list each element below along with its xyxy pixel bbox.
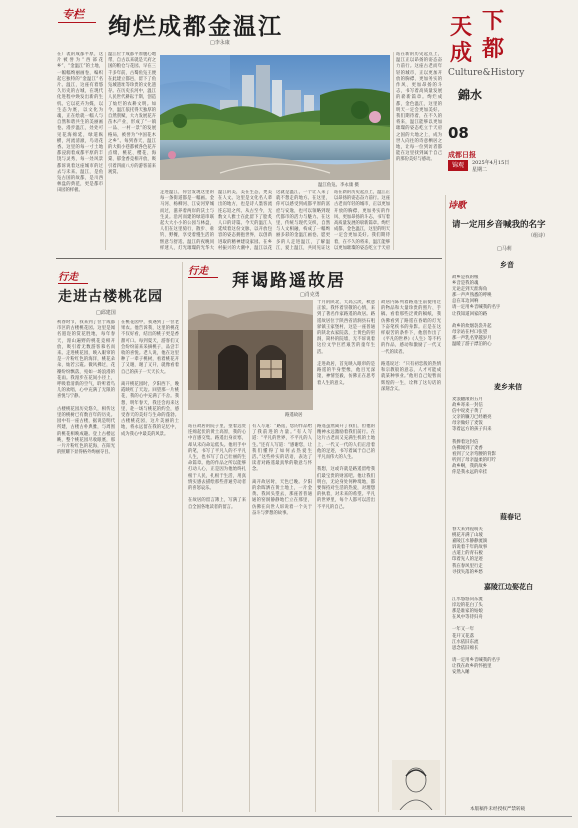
left-article-title: 走进古楼桃花园 bbox=[58, 289, 163, 305]
poem-column-rule bbox=[445, 195, 446, 815]
poem-section-heading: 麦乡来信 bbox=[494, 383, 522, 391]
poem-tag: 诗歌 bbox=[448, 201, 467, 211]
right-article-col-4: 有人写道：“路遥，您的作品给了我前进的力量。”有人写道：“平凡的世界，不平凡的人生。”还有人写道：“感谢您，让我们懂得了如何去热爱生活。”这些朴实的话语，表达了读者对路遥最真挚的敬意与怀念。 离开故居时，天色已晚。夕阳的余晖洒在黄土地上，一片金黄。我回头望去，那座普普通通的窑洞静静地伫立在那里，仿佛在向世人诉说着一个关于奋斗与梦想的故事。 bbox=[252, 424, 312, 516]
masthead-char-4: 都 bbox=[482, 37, 505, 62]
top-article-col-1: 在广袤的成都平原，这片被誉为“西部花乡”、“金温江”的土地，一幅幅绚丽画卷，编织起它独特的“金温江”名片。温江，这座有着悠久历史的古城，在现代化进程中焕发出新的生机。它以花卉为媒，以生态为底，以文化为魂，正在绘就一幅人与自然和谐共生的美丽画卷。漫步温江，处处可见花海绵延，绿道纵横，河流清澈，鸟语花香。这里的每一寸土地都浸润着成都平原的丰饶与灵秀，每一处风景都诉说着这座城市的过去与未来。温江，是鱼凫古国的故都，是川西林盘的典范，更是都市田园的样板。 bbox=[57, 52, 103, 194]
masthead-char-3: 成 bbox=[450, 41, 473, 66]
poem-section-heading: 乡音 bbox=[500, 261, 514, 269]
left-article-col-2: 在桃花园中，我遇到了一位老果农。他告诉我，这里的桃花不仅好看，结出的桃子更是香甜可口。每到夏天，游客们又会纷纷前来采摘桃子，品尝丰收的喜悦。老人说，他在这里种了一辈子桃树，看着桃花开了又谢，谢了又开，就像看着自己的孩子一天天长大。 离开桃花园时，夕阳西下，晚霞映红了天边。回望那一片桃花，我的心中充满了不舍。我想，明年春天，我还会再来这里，赴一场与桃花的约会，感受春天的美好与生命的蓬勃。古楼桃花园，这片美丽的土地，将永远留在我的记忆中，成为我心中最美的风景。 bbox=[121, 320, 179, 437]
masthead-char-1: 天 bbox=[450, 15, 473, 40]
right-article-col-2: 故居内陈列着路遥生前使用过的物品和大量珍贵的照片、手稿。看着那些泛黄的稿纸，我仿佛看到了路遥在昏暗的灯光下奋笔疾书的身影。正是在这样艰苦的条件下，他创作出了《平凡的世界》《人生》等不朽的作品，感动和激励了一代又一代的读者。 路遥说过：“只有初恋般的热情和宗教般的意志，人才可能成就某种事业。”他用自己短暂而辉煌的一生，诠释了这句话的深刻含义。 bbox=[381, 300, 441, 392]
poem-section-body: 江水悠悠向东流 岸边的花白了头 那是谁家的姑娘 在风中等待归舟 一年又一年 花开又花落 江水依旧东流 思念依旧绵长 请一定用乡音喊我的名字 让我在故乡的怀抱里 安然入睡 bbox=[452, 597, 501, 676]
poem-section-body: 故乡是我的根 乡音是我的魂 无论走到天涯海角 那一声声熟悉的呼唤 总在耳边回响 请一定用乡音喊我的名字 让我知道回家的路 故乡的炊烟袅袅升起 母亲站在村口张望 那一声乳名穿越岁月 温暖了游子漂泊的心 bbox=[452, 275, 501, 348]
copyright-note: 本版稿件未经授权严禁转载 bbox=[470, 807, 526, 812]
masthead bbox=[448, 6, 572, 146]
right-article-col-1: 十月的陕北，天高云淡，秋意正浓。我怀着崇敬的心情，来到了著名作家路遥的故居。路遥故居位于陕西省清涧县石咀驿镇王家堡村，这是一座普通的陕北农家院落，土黄色的窑洞，简朴的院墙，无不诉说着这位文学巨匠艰苦的童年生活。 走进故居，首先映入眼帘的是路遥的半身塑像，他目光深邃，神情坚毅，仿佛正在思考着人生的意义。 bbox=[317, 300, 375, 386]
top-article-photo bbox=[160, 55, 390, 180]
footer-rule bbox=[56, 816, 572, 817]
masthead-date: 2025年4月15日 bbox=[472, 160, 510, 166]
poem-subtitle: （组诗） bbox=[528, 233, 549, 239]
top-tag-line bbox=[58, 22, 96, 23]
right-article-photo bbox=[188, 300, 313, 410]
top-photo-caption: 温江鱼凫。李永康 摄 bbox=[318, 183, 359, 188]
poem-section-heading: 葭春记 bbox=[500, 513, 521, 521]
col-rule bbox=[315, 424, 316, 812]
poem-author: □马莉 bbox=[497, 246, 512, 252]
left-article-author: □邱建国 bbox=[96, 310, 116, 316]
col-rule bbox=[393, 52, 394, 250]
col-rule bbox=[118, 320, 119, 812]
right-photo-caption: 路遥故居 bbox=[285, 413, 303, 418]
top-article-col-6: 站在新的历史起点上，温江正以昂扬的姿态奋力前行。这座古老而年轻的城市，正以更加开放的胸襟、更加务实的作风、更加昂扬的斗志，书写着高质量发展的崭新篇章。绚烂成都，金色温江，这里的明天一定会更加美好。我们期待着，在不久的将来，温江能够以更加璀璨的姿态屹立于天府 bbox=[334, 190, 390, 250]
masthead-paper-name: 成都日报 bbox=[448, 150, 476, 159]
col-rule bbox=[182, 262, 183, 812]
left-article-col-1: 初春时节，我来到了位于成都市区的古楼桃花园。这里是闻名遐迩的赏花胜地，每年春天，漫山遍野的桃花竞相开放，吸引着无数游客慕名而来。走进桃花园，映入眼帘的是一片粉红色的海洋，桃花朵朵，灿若云霞。微风拂过，花瓣纷纷飘落，宛如一场浪漫的花雨。我漫步在花间小径上，呼吸着清新的空气，聆听着鸟儿的欢唱，心中充满了无限的喜悦与宁静。 古楼桃花园历史悠久，相传这里的桃树已有数百年的历史。园中有一座古楼，据说是明代所建，古楼古朴典雅，与周围的桃花相映成趣。登上古楼远眺，整个桃花园尽收眼底，那一片片粉红色的花海，在阳光的照耀下显得格外绚丽夺目。 bbox=[57, 320, 115, 456]
right-article-col-5: 路遥虽然离开了我们，但他的精神永远激励着我们前行。在这片古老而又充满生机的土地上，一代又一代的人们正沿着他的足迹，书写着属于自己的平凡而伟大的人生。 我想，这或许就是路遥留给我们最宝贵的财富吧。他让我们明白，无论身处何种境地，都要保持对生活的热爱，对理想的执着，对未来的希望。平凡的世界里，每个人都可以活出不平凡的自己。 bbox=[317, 424, 375, 510]
portrait-sketch bbox=[392, 760, 440, 810]
col-rule bbox=[105, 52, 106, 250]
masthead-section: 錦水 bbox=[458, 88, 483, 102]
col-rule bbox=[378, 300, 379, 812]
top-article-col-5: 这就是温江，一个让人来了就不想走的地方。在这里，你可以感受到成都平原的富庶与安逸，也可以领略到现代都市的活力与魅力。在这里，传统与现代交织，自然与人文相融，构成了一幅绚丽多彩的金温江画卷。愿更多的人走进温江，了解温江，爱上温江，共同见证这 bbox=[276, 190, 330, 250]
top-article-col-7: 站在新的历史起点上，温江正以昂扬的姿态奋力前行。这座古老而年轻的城市，正以更加开放的胸襟、更加务实的作风、更加昂扬的斗志，书写着高质量发展的崭新篇章。绚烂成都，金色温江，这里的明天一定会更加美好。我们期待着，在不久的将来，温江能够以更加璀璨的姿态屹立于天府之国的大地之上，成为世人向往的诗意栖居之地，让每一位到访者都能在这里找到属于自己的那份美好与感动。 bbox=[396, 52, 442, 163]
masthead-weekday: 星期二 bbox=[472, 167, 488, 173]
portrait-sketch-icon bbox=[392, 760, 440, 810]
masthead-badge: 锦观 bbox=[448, 160, 468, 171]
cave-dwelling-illustration bbox=[188, 300, 313, 410]
top-article-col-3: 走进温江，你会发现这里的每一条街道都是一幅画。金马河、杨柳河、江安河穿城而过，滋养着两岸的沃土与生灵。沿河而建的绿道串联起大大小小的公园与林盘，人们在这里骑行、散步、垂钓、野餐，享受着慢生活的惬意与舒适。温江的夜晚同样迷人，灯光璀璨的光华大 bbox=[160, 190, 214, 250]
right-article-col-3: 站在故居的院子里，望着远处连绵起伏的黄土高原，我的心中百感交集。路遥出身贫寒，却从未向命运低头。他用手中的笔，书写了平凡人的不平凡人生，也书写了自己壮丽的生命篇章。他的作品之所以能够打动人心，正是因为他始终扎根于人民，扎根于生活，用真情实感去描绘那些普通劳动者的喜怒哀乐。 在故居的留言簿上，写满了来自全国各地读者的留言。 bbox=[188, 424, 246, 510]
wenjiang-cityscape-illustration bbox=[160, 55, 390, 180]
left-tag-line bbox=[58, 283, 88, 284]
top-article-col-4: 温江的美，美在生态，更美在人文。这里是文化名人辈出的地方，也是诗人墨客流连忘返之所。从古至今，无数文人雅士在此留下了脍炙人口的诗篇。今天的温江人延续着这份文脉，以开放包容的姿态拥抱世界，以创新进取的精神建设家园。在乡村振兴的大潮中，温江以花 bbox=[218, 190, 272, 250]
masthead-subtitle: Culture&History bbox=[448, 68, 525, 78]
right-article-title: 拜谒路遥故居 bbox=[232, 271, 346, 291]
right-article-tag: 行走 bbox=[188, 266, 208, 277]
masthead-char-2: 下 bbox=[482, 9, 505, 34]
poem-title: 请一定用乡音喊我的名字 bbox=[452, 220, 546, 230]
top-article-tag: 专栏 bbox=[62, 8, 84, 21]
right-article-author: □肖克勇 bbox=[300, 292, 320, 298]
left-article-tag: 行走 bbox=[58, 272, 78, 283]
section-divider bbox=[56, 258, 442, 259]
poem-section-heading: 嘉陵江边娶花白 bbox=[484, 583, 533, 591]
top-article-col-2: 温江位于成都平原腹心地带，自古以来就是天府之国的粮仓与花园。早在三千多年前，古蜀鱼凫王便在此建立都邑，留下了鱼凫城遗址等珍贵的文化遗存。在历史长河中，温江人民世代耕耘于斯，创造了灿烂的农耕文明。如今，温江依托得天独厚的自然禀赋，大力发展花卉苗木产业，形成了“一镇一品、一村一景”的发展格局，被誉为“中国花木之乡”。每到春天，温江的大街小巷都被各色花卉点缀，桃花、樱花、海棠、郁金香竞相开放，吸引着四面八方的游客前来观赏。 bbox=[108, 52, 156, 175]
top-article-author: □李永康 bbox=[210, 40, 230, 46]
poem-section-body: 麦浪翻滚的五月 故乡寄来一封信 信中说麦子黄了 父亲的镰刀已经磨亮 母亲做好了麦饭 等着远方的孩子归来 我捧着这封信 仿佛闻到了麦香 看到了父亲弯腰的背影 听到了母亲温柔的叮咛 故乡啊，我的故乡 你是我永远的牵挂 bbox=[452, 397, 496, 476]
poem-section-body: 春天来到葭萌关 桃花开满了山坡 嘉陵江水静静流淌 诉说着千年的故事 古道上的青石板 印着先人的足迹 我在春风里行走 寻找失落的乡愁 bbox=[452, 527, 488, 575]
masthead-page-number: 08 bbox=[448, 124, 469, 142]
right-tag-line bbox=[188, 277, 218, 278]
top-article-title: 绚烂成都金温江 bbox=[108, 14, 283, 40]
col-rule bbox=[249, 424, 250, 812]
